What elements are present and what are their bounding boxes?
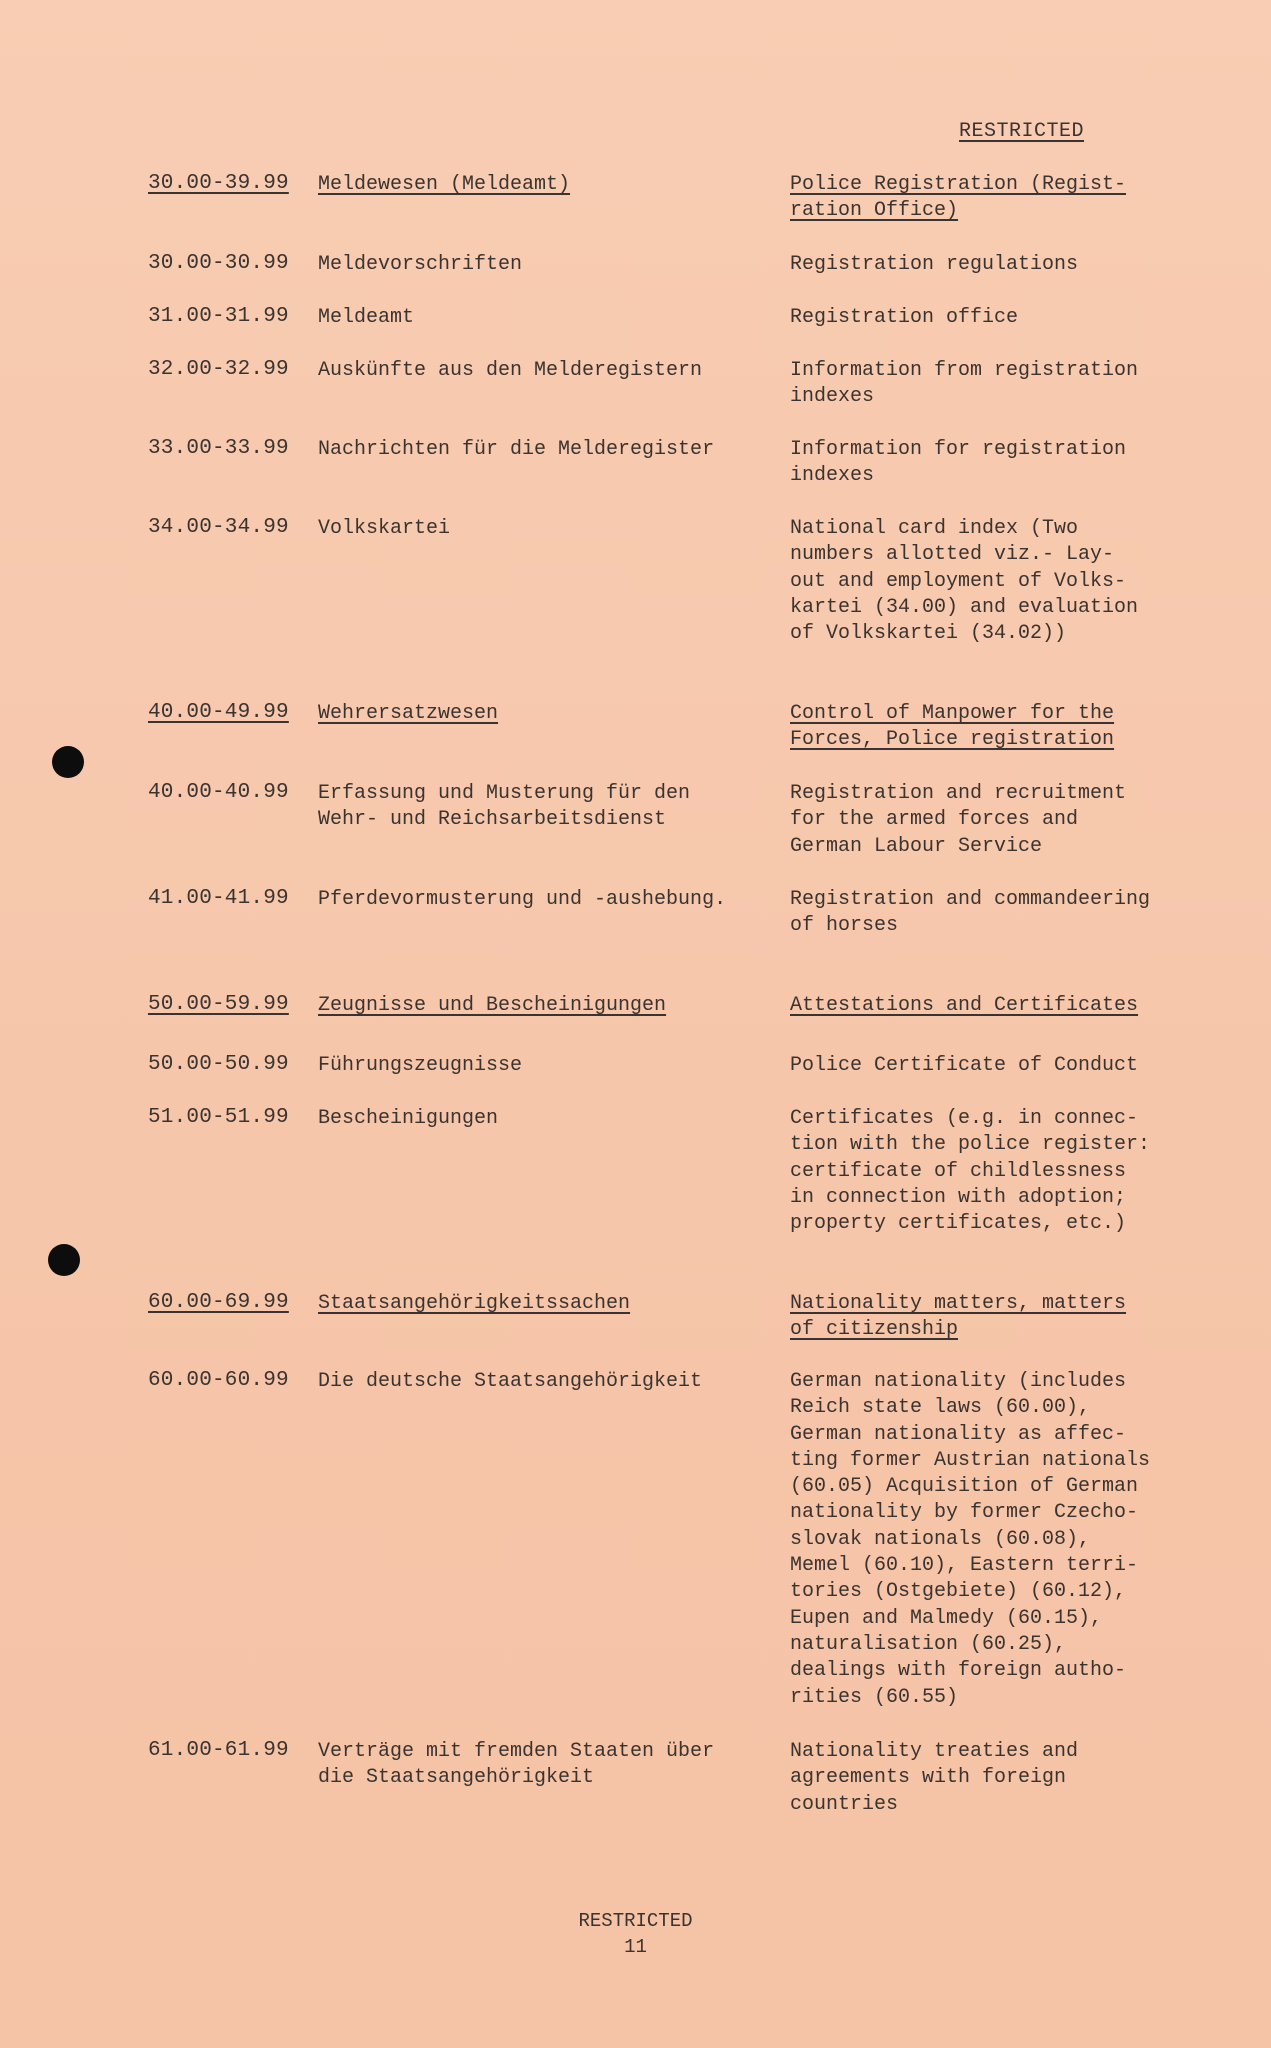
- entry-en: National card index (Two numbers allotted viz.- Lay- out and employment of Volks- kartei (34.00) and evaluation of Volkskartei (34.02)): [790, 517, 1139, 646]
- entry-de: Bescheinigungen: [318, 1107, 499, 1130]
- section-code: 50.00-59.99: [148, 993, 289, 1016]
- entry-de: Meldeamt: [318, 306, 415, 329]
- entry-de: Nachrichten für die Melderegister: [318, 438, 715, 461]
- entry-de: Führungszeugnisse: [318, 1054, 523, 1077]
- entry-de: Verträge mit fremden Staaten über die Staatsangehörigkeit: [318, 1740, 715, 1789]
- entry-code: 50.00-50.99: [148, 1053, 289, 1076]
- section-title-en: Police Registration (Regist- ration Office): [790, 173, 1127, 223]
- entry-code: 61.00-61.99: [148, 1739, 289, 1762]
- entry-code: 30.00-30.99: [148, 252, 289, 275]
- entry-de: Die deutsche Staatsangehörigkeit: [318, 1370, 703, 1393]
- entry-code: 40.00-40.99: [148, 781, 289, 804]
- entry-en: Information from registration indexes: [790, 359, 1139, 409]
- entry-code: 33.00-33.99: [148, 437, 289, 460]
- section-code: 30.00-39.99: [148, 172, 289, 195]
- section-title-de: Meldewesen (Meldeamt): [318, 173, 571, 196]
- entry-de: Volkskartei: [318, 517, 451, 540]
- entry-de: Auskünfte aus den Melderegistern: [318, 359, 703, 382]
- entry-code: 31.00-31.99: [148, 305, 289, 328]
- section-title-de: Staatsangehörigkeitssachen: [318, 1292, 631, 1315]
- entry-en: Registration office: [790, 306, 1019, 329]
- entry-en: Registration and commandeering of horses: [790, 888, 1151, 938]
- page-number: 11: [624, 1936, 647, 1958]
- footer-classification: RESTRICTED: [578, 1910, 693, 1932]
- entry-en: Police Certificate of Conduct: [790, 1054, 1139, 1077]
- section-title-en: Attestations and Certificates: [790, 994, 1139, 1017]
- section-title-en: Nationality matters, matters of citizenship: [790, 1292, 1127, 1342]
- entry-de: Meldevorschriften: [318, 253, 523, 276]
- entry-en: Registration and recruitment for the armed forces and German Labour Service: [790, 782, 1127, 858]
- section-code: 60.00-69.99: [148, 1291, 289, 1314]
- entry-en: German nationality (includes Reich state laws (60.00), German nationality as affec- ting former Austrian nationals (60.05) Acquisition of German nationality by former Czecho- slovak nationals (60.08), Memel (60.10), Eastern terri- tories (Ostgebiete) (60.12), Eupen and Malmedy (60.15), naturalisation (60.25), dealings with foreign autho- rities (60.55): [790, 1370, 1151, 1709]
- entry-de: Erfassung und Musterung für den Wehr- und Reichsarbeitsdienst: [318, 782, 691, 831]
- section-title-en: Control of Manpower for the Forces, Police registration: [790, 702, 1115, 752]
- entry-en: Certificates (e.g. in connec- tion with the police register: certificate of childlessness in connection with adoption; property certificates, etc.): [790, 1107, 1151, 1236]
- punch-hole: [48, 1244, 80, 1276]
- entry-de: Pferdevormusterung und -aushebung.: [318, 888, 727, 911]
- entry-code: 34.00-34.99: [148, 516, 289, 539]
- header-classification: RESTRICTED: [959, 120, 1085, 143]
- section-title-de: Wehrersatzwesen: [318, 702, 499, 725]
- entry-code: 60.00-60.99: [148, 1369, 289, 1392]
- entry-en: Registration regulations: [790, 253, 1079, 276]
- punch-hole: [52, 746, 84, 778]
- entry-code: 41.00-41.99: [148, 887, 289, 910]
- entry-en: Information for registration indexes: [790, 438, 1127, 488]
- entry-en: Nationality treaties and agreements with foreign countries: [790, 1740, 1079, 1816]
- section-code: 40.00-49.99: [148, 701, 289, 724]
- section-title-de: Zeugnisse und Bescheinigungen: [318, 994, 667, 1017]
- entry-code: 51.00-51.99: [148, 1106, 289, 1129]
- entry-code: 32.00-32.99: [148, 358, 289, 381]
